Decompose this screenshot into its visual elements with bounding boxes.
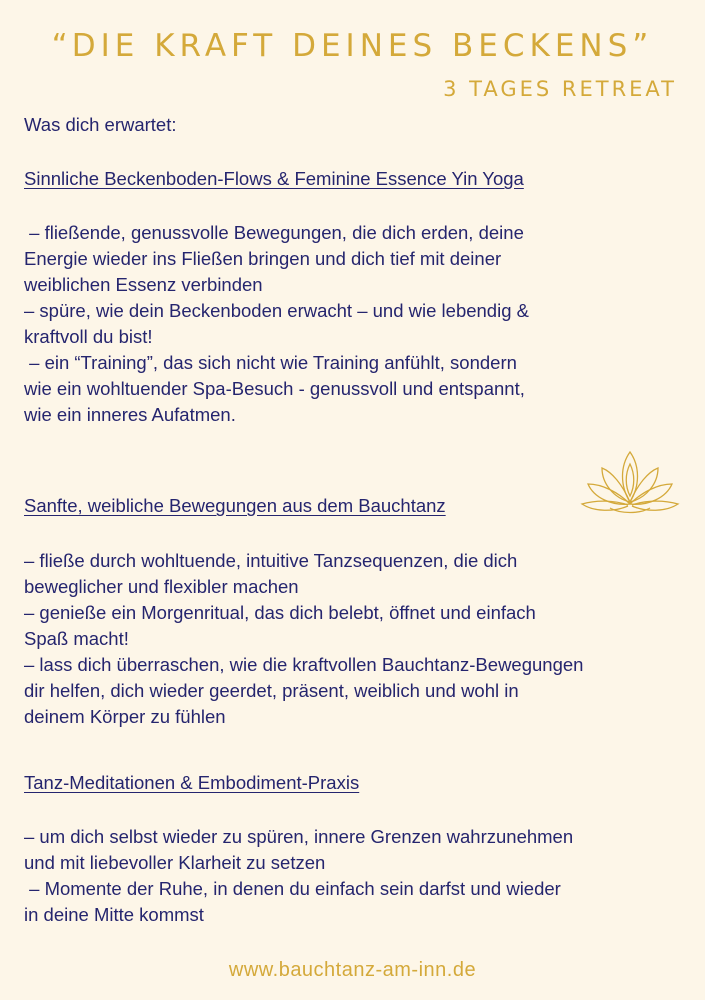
text-line: – fließe durch wohltuende, intuitive Tanzsequenzen, die dich: [24, 550, 518, 571]
text-line: und mit liebevoller Klarheit zu setzen: [24, 852, 326, 873]
page-title: “DIE KRAFT DEINES BECKENS”: [51, 28, 654, 64]
text-line: – ein “Training”, das sich nicht wie Training anfühlt, sondern: [24, 352, 517, 373]
section-3-body: [24, 824, 664, 928]
section-1-body: [24, 220, 664, 428]
text-line: weiblichen Essenz verbinden: [24, 274, 263, 295]
intro-text: Was dich erwartet:: [24, 114, 177, 135]
page-subtitle: 3 TAGES RETREAT: [443, 77, 677, 101]
text-line: – fließende, genussvolle Bewegungen, die dich erden, deine: [24, 222, 524, 243]
website-link[interactable]: www.bauchtanz-am-inn.de: [228, 959, 477, 981]
section-2-body: [24, 548, 664, 730]
text-line: – spüre, wie dein Beckenboden erwacht – und wie lebendig &: [24, 300, 529, 321]
text-line: – um dich selbst wieder zu spüren, innere Grenzen wahrzunehmen: [24, 826, 574, 847]
text-line: kraftvoll du bist!: [24, 326, 153, 347]
section-3-heading: Tanz-Meditationen & Embodiment-Praxis: [24, 772, 360, 793]
text-line: in deine Mitte kommst: [24, 904, 204, 925]
section-1-heading: Sinnliche Beckenboden-Flows & Feminine Essence Yin Yoga: [24, 168, 524, 189]
text-line: Spaß macht!: [24, 628, 129, 649]
text-line: – Momente der Ruhe, in denen du einfach sein darfst und wieder: [24, 878, 561, 899]
text-line: wie ein wohltuender Spa-Besuch - genussvoll und entspannt,: [24, 378, 525, 399]
section-2-heading: Sanfte, weibliche Bewegungen aus dem Bauchtanz: [24, 495, 446, 516]
text-line: deinem Körper zu fühlen: [24, 706, 226, 727]
text-line: wie ein inneres Aufatmen.: [24, 404, 236, 425]
text-line: – genieße ein Morgenritual, das dich belebt, öffnet und einfach: [24, 602, 536, 623]
text-line: – lass dich überraschen, wie die kraftvollen Bauchtanz-Bewegungen: [24, 654, 584, 675]
text-line: Energie wieder ins Fließen bringen und dich tief mit deiner: [24, 248, 502, 269]
text-line: dir helfen, dich wieder geerdet, präsent, weiblich und wohl in: [24, 680, 519, 701]
text-line: beweglicher und flexibler machen: [24, 576, 299, 597]
